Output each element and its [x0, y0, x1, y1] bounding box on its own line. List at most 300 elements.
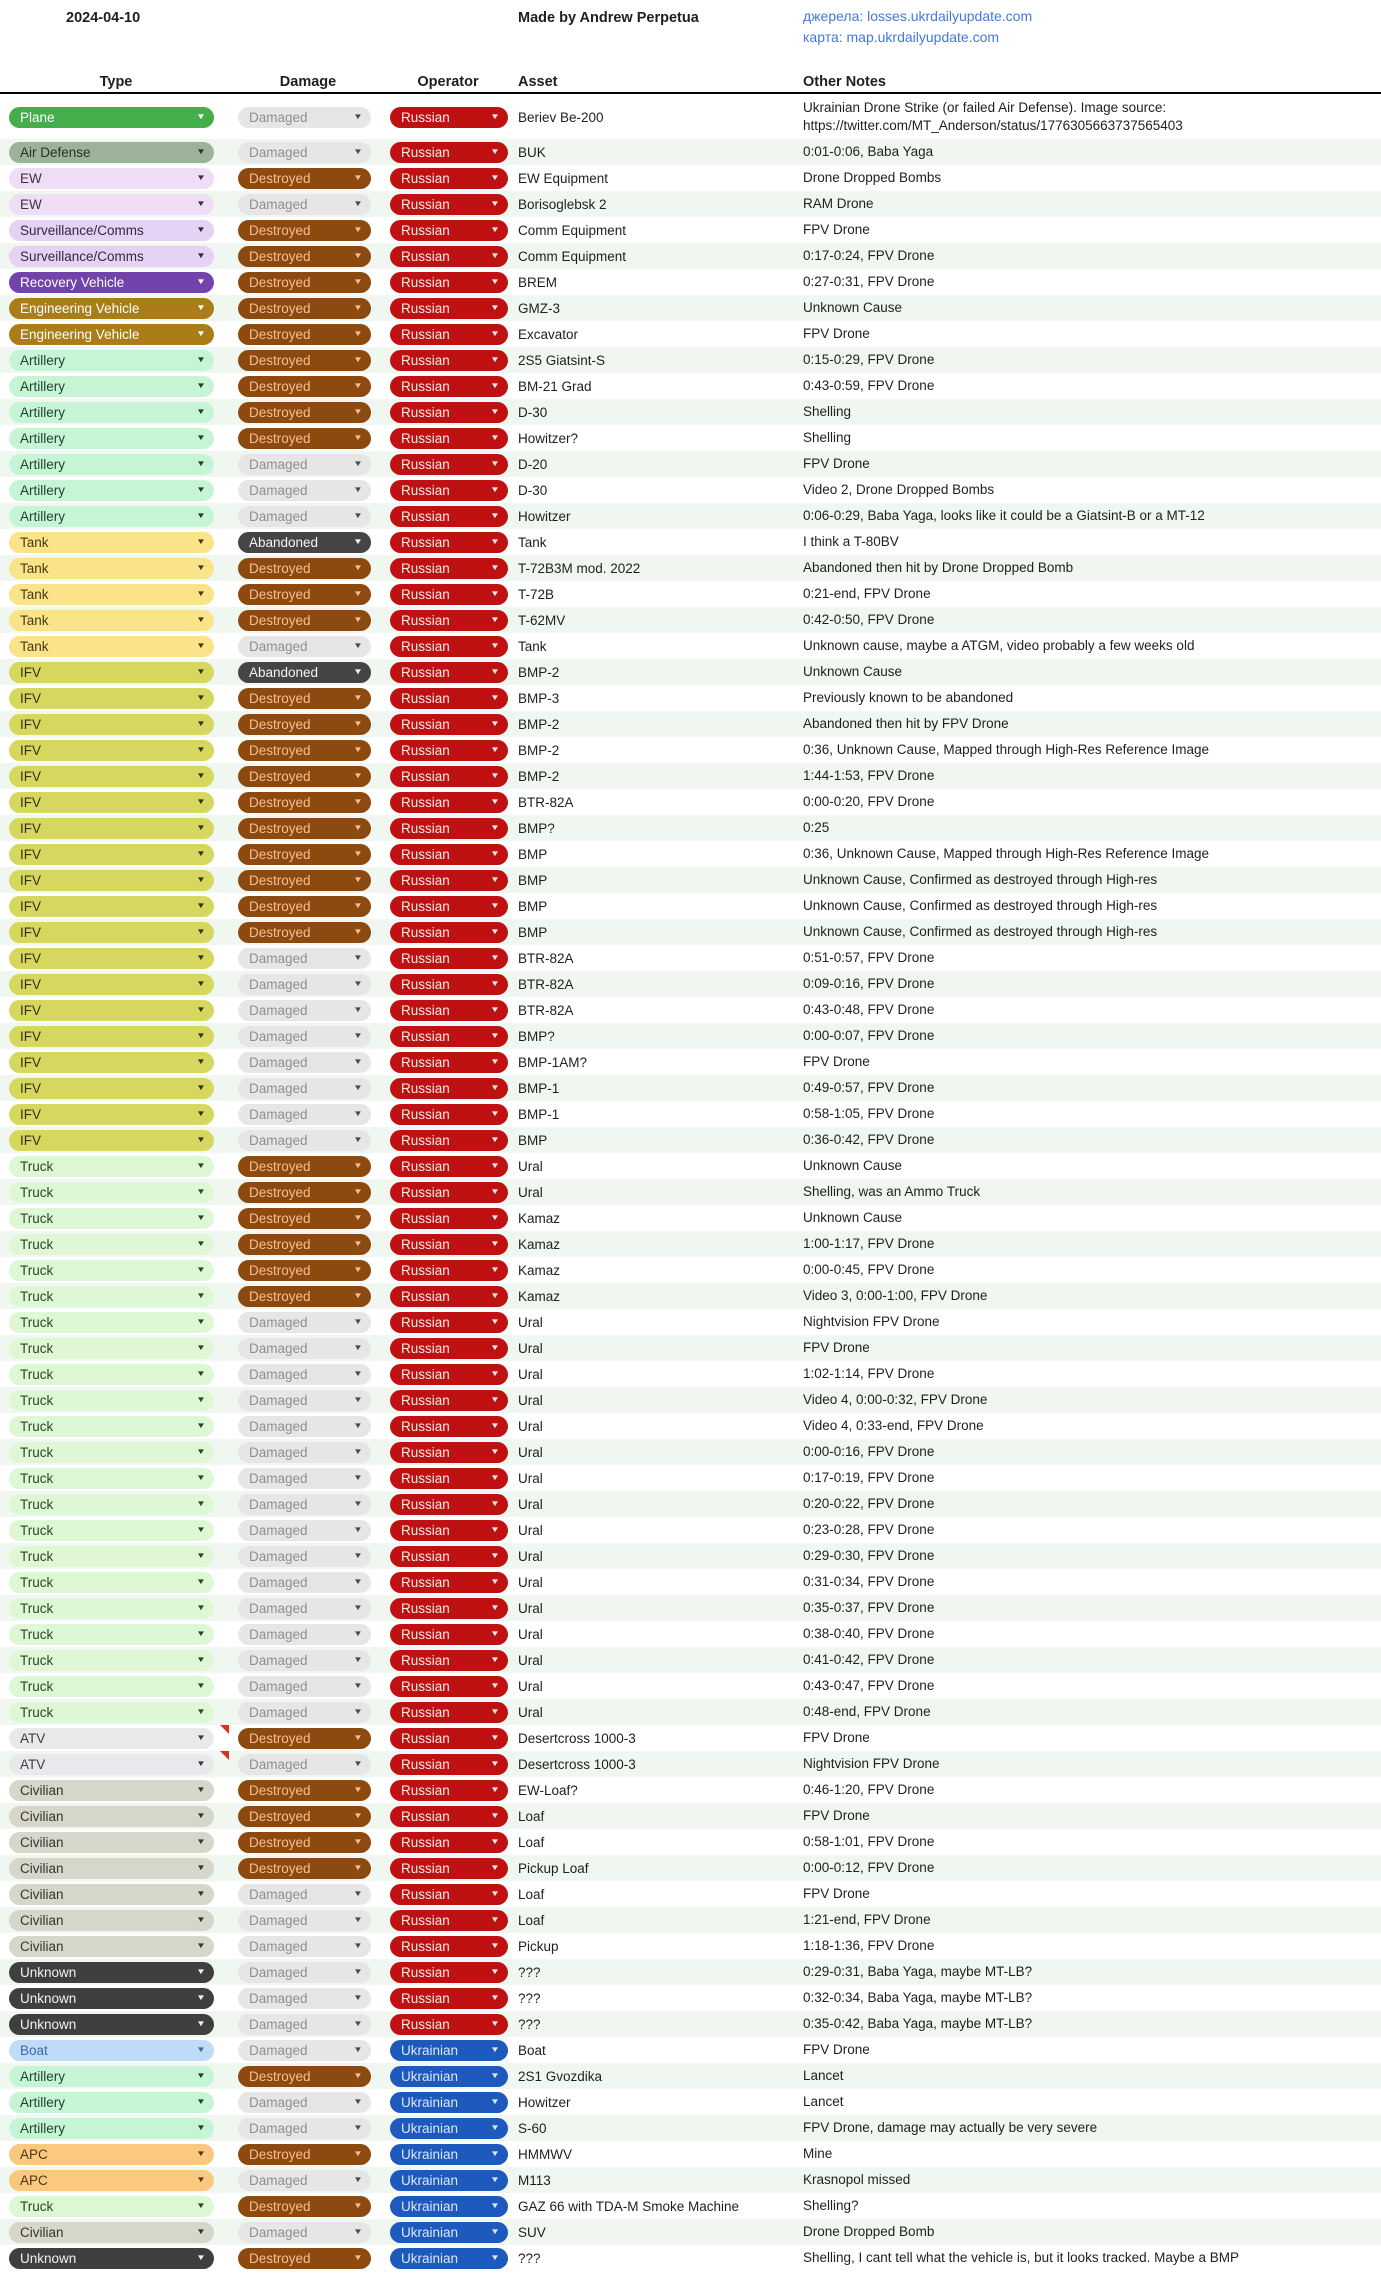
type-dropdown[interactable]	[9, 532, 214, 553]
operator-dropdown-value: Russian	[401, 1808, 450, 1824]
notes-text: Video 2, Drone Dropped Bombs	[803, 482, 995, 497]
damage-dropdown[interactable]	[238, 1156, 371, 1177]
notes-text: Unknown cause, maybe a ATGM, video probably a few weeks old	[803, 638, 1195, 653]
operator-dropdown[interactable]	[390, 1182, 508, 1203]
damage-dropdown-value: Destroyed	[249, 872, 311, 888]
type-dropdown[interactable]	[9, 2248, 214, 2269]
operator-cell	[384, 1052, 512, 1073]
type-dropdown[interactable]	[9, 584, 214, 605]
damage-dropdown[interactable]	[238, 1598, 371, 1619]
type-dropdown[interactable]	[9, 194, 214, 215]
type-dropdown[interactable]	[9, 246, 214, 267]
operator-dropdown[interactable]	[390, 584, 508, 605]
table-row	[0, 555, 1381, 581]
damage-dropdown[interactable]	[238, 610, 371, 631]
table-row	[0, 217, 1381, 243]
notes-text: 0:42-0:50, FPV Drone	[803, 612, 935, 627]
type-dropdown[interactable]	[9, 818, 214, 839]
operator-dropdown[interactable]	[390, 1780, 508, 1801]
type-dropdown[interactable]	[9, 1780, 214, 1801]
operator-dropdown[interactable]	[390, 1156, 508, 1177]
operator-dropdown[interactable]	[390, 662, 508, 683]
damage-dropdown[interactable]	[238, 1026, 371, 1047]
type-dropdown[interactable]	[9, 1260, 214, 1281]
table-row	[0, 737, 1381, 763]
type-dropdown[interactable]	[9, 1624, 214, 1645]
operator-dropdown[interactable]	[390, 2092, 508, 2113]
damage-dropdown[interactable]	[238, 1676, 371, 1697]
operator-dropdown[interactable]	[390, 107, 508, 128]
operator-dropdown[interactable]	[390, 1416, 508, 1437]
type-dropdown-value: IFV	[20, 1080, 42, 1096]
type-dropdown[interactable]	[9, 688, 214, 709]
damage-dropdown[interactable]	[238, 220, 371, 241]
type-dropdown[interactable]	[9, 636, 214, 657]
type-dropdown[interactable]	[9, 1728, 214, 1749]
type-dropdown[interactable]	[9, 1806, 214, 1827]
operator-dropdown[interactable]	[390, 1260, 508, 1281]
type-dropdown[interactable]	[9, 376, 214, 397]
damage-cell	[232, 1338, 384, 1359]
operator-dropdown[interactable]	[390, 714, 508, 735]
type-dropdown[interactable]	[9, 402, 214, 423]
operator-dropdown[interactable]	[390, 974, 508, 995]
chevron-down-icon: ▼	[353, 1030, 363, 1040]
chevron-down-icon: ▼	[490, 1030, 500, 1040]
operator-dropdown[interactable]	[390, 922, 508, 943]
operator-dropdown[interactable]	[390, 454, 508, 475]
damage-dropdown[interactable]	[238, 107, 371, 128]
operator-dropdown[interactable]	[390, 1208, 508, 1229]
operator-dropdown[interactable]	[390, 1728, 508, 1749]
damage-dropdown[interactable]	[238, 142, 371, 163]
operator-dropdown[interactable]	[390, 636, 508, 657]
damage-dropdown[interactable]	[238, 1416, 371, 1437]
operator-dropdown[interactable]	[390, 1234, 508, 1255]
operator-dropdown-value: Russian	[401, 1756, 450, 1772]
damage-dropdown[interactable]	[238, 2222, 371, 2243]
type-dropdown[interactable]	[9, 1156, 214, 1177]
operator-dropdown[interactable]	[390, 1104, 508, 1125]
damage-dropdown[interactable]	[238, 1988, 371, 2009]
operator-dropdown[interactable]	[390, 480, 508, 501]
type-cell	[0, 1881, 232, 1907]
operator-dropdown[interactable]	[390, 610, 508, 631]
damage-dropdown[interactable]	[238, 584, 371, 605]
damage-dropdown[interactable]	[238, 2014, 371, 2035]
operator-dropdown[interactable]	[390, 168, 508, 189]
damage-dropdown[interactable]	[238, 454, 371, 475]
damage-dropdown[interactable]	[238, 1286, 371, 1307]
type-dropdown[interactable]	[9, 1936, 214, 1957]
operator-dropdown-value: Russian	[401, 352, 450, 368]
operator-dropdown[interactable]	[390, 220, 508, 241]
operator-dropdown[interactable]	[390, 1546, 508, 1567]
damage-dropdown[interactable]	[238, 1078, 371, 1099]
type-dropdown[interactable]	[9, 1182, 214, 1203]
damage-dropdown[interactable]	[238, 1754, 371, 1775]
operator-dropdown[interactable]	[390, 1988, 508, 2009]
type-dropdown[interactable]	[9, 142, 214, 163]
damage-dropdown[interactable]	[238, 896, 371, 917]
operator-dropdown[interactable]	[390, 506, 508, 527]
type-dropdown[interactable]	[9, 1468, 214, 1489]
operator-dropdown[interactable]	[390, 350, 508, 371]
type-dropdown[interactable]	[9, 740, 214, 761]
operator-dropdown[interactable]	[390, 844, 508, 865]
type-dropdown[interactable]	[9, 272, 214, 293]
damage-dropdown[interactable]	[238, 1000, 371, 1021]
chevron-down-icon: ▼	[353, 952, 363, 962]
operator-dropdown[interactable]	[390, 1650, 508, 1671]
operator-dropdown[interactable]	[390, 428, 508, 449]
damage-dropdown[interactable]	[238, 2066, 371, 2087]
operator-dropdown[interactable]	[390, 2196, 508, 2217]
damage-dropdown-value: Destroyed	[249, 1158, 311, 1174]
type-cell	[0, 1959, 232, 1985]
operator-dropdown[interactable]	[390, 1286, 508, 1307]
damage-dropdown[interactable]	[238, 1650, 371, 1671]
type-dropdown[interactable]	[9, 558, 214, 579]
chevron-down-icon: ▼	[196, 692, 206, 702]
operator-dropdown[interactable]	[390, 2144, 508, 2165]
type-dropdown[interactable]	[9, 454, 214, 475]
damage-dropdown[interactable]	[238, 1858, 371, 1879]
damage-dropdown[interactable]	[238, 1910, 371, 1931]
asset-text: Tank	[518, 534, 547, 550]
type-dropdown[interactable]	[9, 1052, 214, 1073]
damage-cell	[232, 2118, 384, 2139]
damage-dropdown[interactable]	[238, 1572, 371, 1593]
operator-dropdown[interactable]	[390, 1832, 508, 1853]
type-dropdown[interactable]	[9, 220, 214, 241]
damage-dropdown[interactable]	[238, 246, 371, 267]
chevron-down-icon: ▼	[353, 406, 363, 416]
asset-text: SUV	[518, 2224, 546, 2240]
operator-dropdown[interactable]	[390, 1364, 508, 1385]
notes-text: 0:29-0:31, Baba Yaga, maybe MT-LB?	[803, 1964, 1033, 1979]
operator-dropdown[interactable]	[390, 1520, 508, 1541]
type-dropdown[interactable]	[9, 1390, 214, 1411]
damage-dropdown[interactable]	[238, 818, 371, 839]
type-dropdown[interactable]	[9, 1078, 214, 1099]
operator-dropdown[interactable]	[390, 1962, 508, 1983]
damage-dropdown[interactable]	[238, 1962, 371, 1983]
damage-dropdown[interactable]	[238, 1442, 371, 1463]
notes-text: 1:44-1:53, FPV Drone	[803, 768, 935, 783]
operator-dropdown[interactable]	[390, 2118, 508, 2139]
damage-dropdown[interactable]	[238, 272, 371, 293]
operator-dropdown[interactable]	[390, 1676, 508, 1697]
type-dropdown[interactable]	[9, 350, 214, 371]
type-dropdown[interactable]	[9, 870, 214, 891]
damage-dropdown[interactable]	[238, 1182, 371, 1203]
operator-dropdown[interactable]	[390, 298, 508, 319]
type-dropdown[interactable]	[9, 1598, 214, 1619]
damage-dropdown[interactable]	[238, 2144, 371, 2165]
operator-dropdown[interactable]	[390, 1572, 508, 1593]
type-dropdown[interactable]	[9, 844, 214, 865]
damage-dropdown[interactable]	[238, 948, 371, 969]
type-dropdown[interactable]	[9, 1234, 214, 1255]
operator-dropdown[interactable]	[390, 1390, 508, 1411]
damage-dropdown[interactable]	[238, 1234, 371, 1255]
type-dropdown[interactable]	[9, 1000, 214, 1021]
operator-dropdown[interactable]	[390, 1702, 508, 1723]
operator-dropdown[interactable]	[390, 1078, 508, 1099]
damage-dropdown[interactable]	[238, 194, 371, 215]
type-dropdown[interactable]	[9, 1520, 214, 1541]
type-dropdown[interactable]	[9, 1702, 214, 1723]
type-dropdown[interactable]	[9, 2222, 214, 2243]
damage-dropdown[interactable]	[238, 1624, 371, 1645]
damage-dropdown[interactable]	[238, 1130, 371, 1151]
type-dropdown[interactable]	[9, 1650, 214, 1671]
damage-dropdown[interactable]	[238, 2170, 371, 2191]
damage-dropdown[interactable]	[238, 1832, 371, 1853]
operator-cell	[384, 1312, 512, 1333]
type-dropdown[interactable]	[9, 1546, 214, 1567]
operator-dropdown[interactable]	[390, 1494, 508, 1515]
damage-dropdown[interactable]	[238, 792, 371, 813]
type-dropdown[interactable]	[9, 506, 214, 527]
damage-dropdown[interactable]	[238, 1702, 371, 1723]
damage-dropdown[interactable]	[238, 2248, 371, 2269]
operator-dropdown[interactable]	[390, 142, 508, 163]
type-dropdown[interactable]	[9, 922, 214, 943]
damage-dropdown[interactable]	[238, 298, 371, 319]
operator-dropdown[interactable]	[390, 376, 508, 397]
type-dropdown[interactable]	[9, 168, 214, 189]
damage-dropdown[interactable]	[238, 974, 371, 995]
chevron-down-icon: ▼	[490, 1082, 500, 1092]
type-dropdown[interactable]	[9, 1494, 214, 1515]
type-dropdown[interactable]	[9, 896, 214, 917]
type-dropdown[interactable]	[9, 1026, 214, 1047]
type-dropdown[interactable]	[9, 2014, 214, 2035]
type-dropdown[interactable]	[9, 1858, 214, 1879]
operator-dropdown[interactable]	[390, 1910, 508, 1931]
operator-dropdown[interactable]	[390, 402, 508, 423]
type-dropdown-value: Truck	[20, 2198, 54, 2214]
damage-dropdown[interactable]	[238, 376, 371, 397]
damage-dropdown[interactable]	[238, 2092, 371, 2113]
operator-dropdown[interactable]	[390, 1806, 508, 1827]
damage-dropdown[interactable]	[238, 1520, 371, 1541]
damage-dropdown[interactable]	[238, 1936, 371, 1957]
operator-dropdown[interactable]	[390, 272, 508, 293]
operator-dropdown-value: Ukrainian	[401, 2068, 459, 2084]
chevron-down-icon: ▼	[196, 380, 206, 390]
damage-dropdown[interactable]	[238, 1312, 371, 1333]
operator-dropdown[interactable]	[390, 2222, 508, 2243]
operator-dropdown[interactable]	[390, 558, 508, 579]
type-dropdown[interactable]	[9, 2066, 214, 2087]
damage-dropdown[interactable]	[238, 714, 371, 735]
type-dropdown[interactable]	[9, 2170, 214, 2191]
damage-dropdown[interactable]	[238, 1364, 371, 1385]
operator-dropdown[interactable]	[390, 1624, 508, 1645]
damage-dropdown[interactable]	[238, 1338, 371, 1359]
type-dropdown[interactable]	[9, 107, 214, 128]
type-dropdown[interactable]	[9, 1104, 214, 1125]
type-dropdown[interactable]	[9, 1364, 214, 1385]
type-cell	[0, 1829, 232, 1855]
damage-dropdown[interactable]	[238, 1546, 371, 1567]
damage-dropdown-value: Damaged	[249, 1678, 308, 1694]
operator-dropdown[interactable]	[390, 2248, 508, 2269]
operator-dropdown[interactable]	[390, 324, 508, 345]
type-dropdown[interactable]	[9, 1832, 214, 1853]
damage-dropdown[interactable]	[238, 324, 371, 345]
notes-text: Krasnopol missed	[803, 2172, 911, 2187]
operator-dropdown[interactable]	[390, 1338, 508, 1359]
damage-dropdown[interactable]	[238, 636, 371, 657]
type-dropdown[interactable]	[9, 1884, 214, 1905]
operator-dropdown[interactable]	[390, 246, 508, 267]
type-dropdown[interactable]	[9, 662, 214, 683]
damage-dropdown[interactable]	[238, 1884, 371, 1905]
operator-dropdown[interactable]	[390, 818, 508, 839]
type-dropdown[interactable]	[9, 2040, 214, 2061]
operator-dropdown[interactable]	[390, 688, 508, 709]
chevron-down-icon: ▼	[196, 900, 206, 910]
operator-dropdown[interactable]	[390, 2066, 508, 2087]
damage-dropdown[interactable]	[238, 1494, 371, 1515]
type-dropdown[interactable]	[9, 1988, 214, 2009]
damage-dropdown[interactable]	[238, 1052, 371, 1073]
operator-dropdown[interactable]	[390, 1858, 508, 1879]
damage-dropdown[interactable]	[238, 766, 371, 787]
operator-dropdown[interactable]	[390, 532, 508, 553]
type-dropdown[interactable]	[9, 1208, 214, 1229]
operator-dropdown[interactable]	[390, 740, 508, 761]
type-dropdown[interactable]	[9, 2092, 214, 2113]
type-dropdown[interactable]	[9, 1676, 214, 1697]
type-dropdown[interactable]	[9, 1286, 214, 1307]
operator-dropdown[interactable]	[390, 1312, 508, 1333]
damage-dropdown-value: Destroyed	[249, 170, 311, 186]
operator-dropdown[interactable]	[390, 766, 508, 787]
chevron-down-icon: ▼	[353, 1524, 363, 1534]
damage-dropdown[interactable]	[238, 740, 371, 761]
type-dropdown-value: IFV	[20, 794, 42, 810]
type-dropdown[interactable]	[9, 324, 214, 345]
operator-dropdown[interactable]	[390, 948, 508, 969]
damage-dropdown[interactable]	[238, 844, 371, 865]
damage-dropdown[interactable]	[238, 168, 371, 189]
type-dropdown[interactable]	[9, 1312, 214, 1333]
damage-dropdown[interactable]	[238, 428, 371, 449]
type-dropdown[interactable]	[9, 2118, 214, 2139]
chevron-down-icon: ▼	[353, 2200, 363, 2210]
type-dropdown[interactable]	[9, 1130, 214, 1151]
type-dropdown[interactable]	[9, 792, 214, 813]
operator-dropdown[interactable]	[390, 1442, 508, 1463]
operator-dropdown[interactable]	[390, 1754, 508, 1775]
damage-dropdown[interactable]	[238, 532, 371, 553]
operator-dropdown[interactable]	[390, 792, 508, 813]
type-dropdown[interactable]	[9, 480, 214, 501]
damage-dropdown[interactable]	[238, 688, 371, 709]
damage-dropdown[interactable]	[238, 2118, 371, 2139]
damage-dropdown[interactable]	[238, 1780, 371, 1801]
damage-dropdown[interactable]	[238, 1390, 371, 1411]
type-dropdown[interactable]	[9, 1962, 214, 1983]
sources-link[interactable]: джерела: losses.ukrdailyupdate.com	[803, 8, 1033, 24]
damage-dropdown[interactable]	[238, 922, 371, 943]
map-link[interactable]: карта: map.ukrdailyupdate.com	[803, 29, 1000, 45]
type-dropdown[interactable]	[9, 1338, 214, 1359]
operator-dropdown[interactable]	[390, 2014, 508, 2035]
damage-dropdown[interactable]	[238, 870, 371, 891]
damage-dropdown[interactable]	[238, 402, 371, 423]
operator-dropdown[interactable]	[390, 1000, 508, 1021]
type-cell	[0, 1751, 232, 1777]
type-dropdown[interactable]	[9, 1572, 214, 1593]
chevron-down-icon: ▼	[490, 172, 500, 182]
operator-dropdown[interactable]	[390, 194, 508, 215]
type-dropdown[interactable]	[9, 2144, 214, 2165]
damage-dropdown[interactable]	[238, 1104, 371, 1125]
operator-dropdown[interactable]	[390, 896, 508, 917]
operator-dropdown[interactable]	[390, 1052, 508, 1073]
type-dropdown[interactable]	[9, 1416, 214, 1437]
operator-dropdown[interactable]	[390, 1936, 508, 1957]
chevron-down-icon: ▼	[490, 2174, 500, 2184]
damage-dropdown[interactable]	[238, 1806, 371, 1827]
type-dropdown[interactable]	[9, 1910, 214, 1931]
damage-dropdown[interactable]	[238, 1208, 371, 1229]
damage-dropdown[interactable]	[238, 2040, 371, 2061]
chevron-down-icon: ▼	[490, 111, 500, 121]
damage-dropdown[interactable]	[238, 480, 371, 501]
operator-dropdown[interactable]	[390, 1026, 508, 1047]
damage-dropdown[interactable]	[238, 506, 371, 527]
type-dropdown[interactable]	[9, 428, 214, 449]
chevron-down-icon: ▼	[353, 1550, 363, 1560]
damage-dropdown[interactable]	[238, 662, 371, 683]
damage-dropdown[interactable]	[238, 1468, 371, 1489]
operator-dropdown[interactable]	[390, 2170, 508, 2191]
chevron-down-icon: ▼	[353, 224, 363, 234]
damage-dropdown[interactable]	[238, 1728, 371, 1749]
notes-text: 0:35-0:42, Baba Yaga, maybe MT-LB?	[803, 2016, 1033, 2031]
damage-dropdown[interactable]	[238, 350, 371, 371]
operator-cell	[384, 558, 512, 579]
type-dropdown[interactable]	[9, 1754, 214, 1775]
type-dropdown[interactable]	[9, 948, 214, 969]
operator-dropdown[interactable]	[390, 2040, 508, 2061]
operator-dropdown[interactable]	[390, 1130, 508, 1151]
damage-dropdown-value: Damaged	[249, 1366, 308, 1382]
operator-dropdown[interactable]	[390, 870, 508, 891]
damage-cell	[232, 194, 384, 215]
type-dropdown[interactable]	[9, 1442, 214, 1463]
type-dropdown[interactable]	[9, 2196, 214, 2217]
damage-dropdown[interactable]	[238, 1260, 371, 1281]
type-dropdown[interactable]	[9, 974, 214, 995]
type-dropdown[interactable]	[9, 610, 214, 631]
damage-dropdown[interactable]	[238, 558, 371, 579]
type-dropdown[interactable]	[9, 298, 214, 319]
type-dropdown[interactable]	[9, 766, 214, 787]
operator-dropdown[interactable]	[390, 1598, 508, 1619]
damage-dropdown[interactable]	[238, 2196, 371, 2217]
type-dropdown[interactable]	[9, 714, 214, 735]
operator-dropdown[interactable]	[390, 1468, 508, 1489]
operator-dropdown[interactable]	[390, 1884, 508, 1905]
